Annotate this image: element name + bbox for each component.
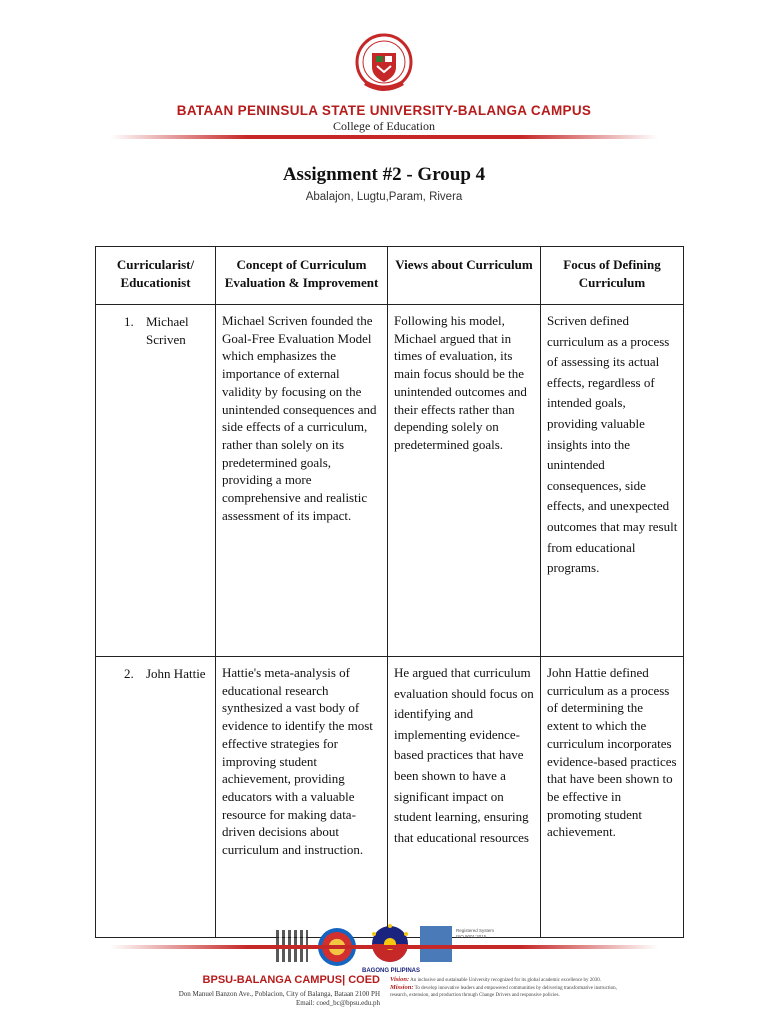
table-row <box>96 657 684 938</box>
document-title: Assignment #2 - Group 4 <box>282 164 486 185</box>
bagong-pilipinas-label: BAGONG PILIPINAS <box>361 968 420 974</box>
campus-address <box>0 990 380 1008</box>
column-header-views: Views about Curriculum <box>388 247 541 305</box>
educationist-name: John Hattie <box>146 666 206 681</box>
table-row <box>96 305 684 657</box>
curriculum-table <box>95 246 684 938</box>
vision-mission <box>390 976 630 999</box>
concept-cell: Hattie's meta-analysis of educational research synthesized a vast body of evidence to identify the most effective strategies for improving student achievement, providing educators with a valuable resource for making data-driven decisions about curriculum and instruction. <box>216 657 388 938</box>
footer-divider <box>110 945 658 949</box>
concept-cell: Michael Scriven founded the Goal-Free Evaluation Model which emphasizes the importance of external validity by focusing on the unintended consequences and side effects of a curriculum, rather than solely on its predetermined goals, providing a more comprehensive and realistic assessment of its impact. <box>216 305 388 657</box>
iso-certification-text: Registered System ISO 9001:2015 <box>456 928 495 939</box>
focus-cell: John Hattie defined curriculum as a process of determining the extent to which the curriculum incorporates evidence-based practices that have been shown to be effective in promoting student achievement. <box>541 657 684 938</box>
views-cell: He argued that curriculum evaluation should focus on identifying and implementing evidence-based practices that have been shown to have a significant impact on student learning, ensuring that educational resources <box>388 657 541 938</box>
educationist-cell <box>96 305 216 657</box>
college-name: College of Education <box>333 119 435 133</box>
university-seal-logo <box>355 33 413 97</box>
column-header-concept: Concept of Curriculum Evaluation & Improvement <box>216 247 388 305</box>
column-header-curricularist: Curricularist/ Educationist <box>96 247 216 305</box>
campus-name: BPSU-BALANGA CAMPUS| COED <box>202 974 380 986</box>
row-number: 2. <box>124 666 134 681</box>
row-number: 1. <box>124 314 134 329</box>
vision-label: Vision: <box>390 976 410 983</box>
mission-text: To develop innovative leaders and empowered communities by delivering transformative instruction, research, extension, and production through Change Drivers and responsive policies. <box>390 986 617 998</box>
column-header-focus: Focus of Defining Curriculum <box>541 247 684 305</box>
views-cell: Following his model, Michael argued that in times of evaluation, its main focus should be the unintended outcomes and their effects rather than depending solely on predetermined goals. <box>388 305 541 657</box>
group-members: Abalajon, Lugtu,Param, Rivera <box>305 191 463 203</box>
iso-certification-icon <box>420 926 452 962</box>
educationist-cell <box>96 657 216 938</box>
university-name: BATAAN PENINSULA STATE UNIVERSITY-BALANGA CAMPUS <box>176 103 592 118</box>
email-line: Email: coed_bc@bpsu.edu.ph <box>295 999 380 1007</box>
mission-label: Mission: <box>390 984 414 991</box>
educationist-name: Michael Scriven <box>146 314 189 347</box>
vision-text: An inclusive and sustainable University recognized for its global academic excellence by 2030. <box>410 978 602 983</box>
address-line: Don Manuel Banzon Ave., Poblacion, City of Balanga, Bataan 2100 PH <box>178 990 380 998</box>
header-divider <box>110 135 658 139</box>
focus-cell: Scriven defined curriculum as a process of assessing its actual effects, regardless of intended goals, providing valuable insights into the unintended consequences, side effects, and unexpected outcomes that may result from educational programs. <box>541 305 684 657</box>
table-header-row <box>96 247 684 305</box>
